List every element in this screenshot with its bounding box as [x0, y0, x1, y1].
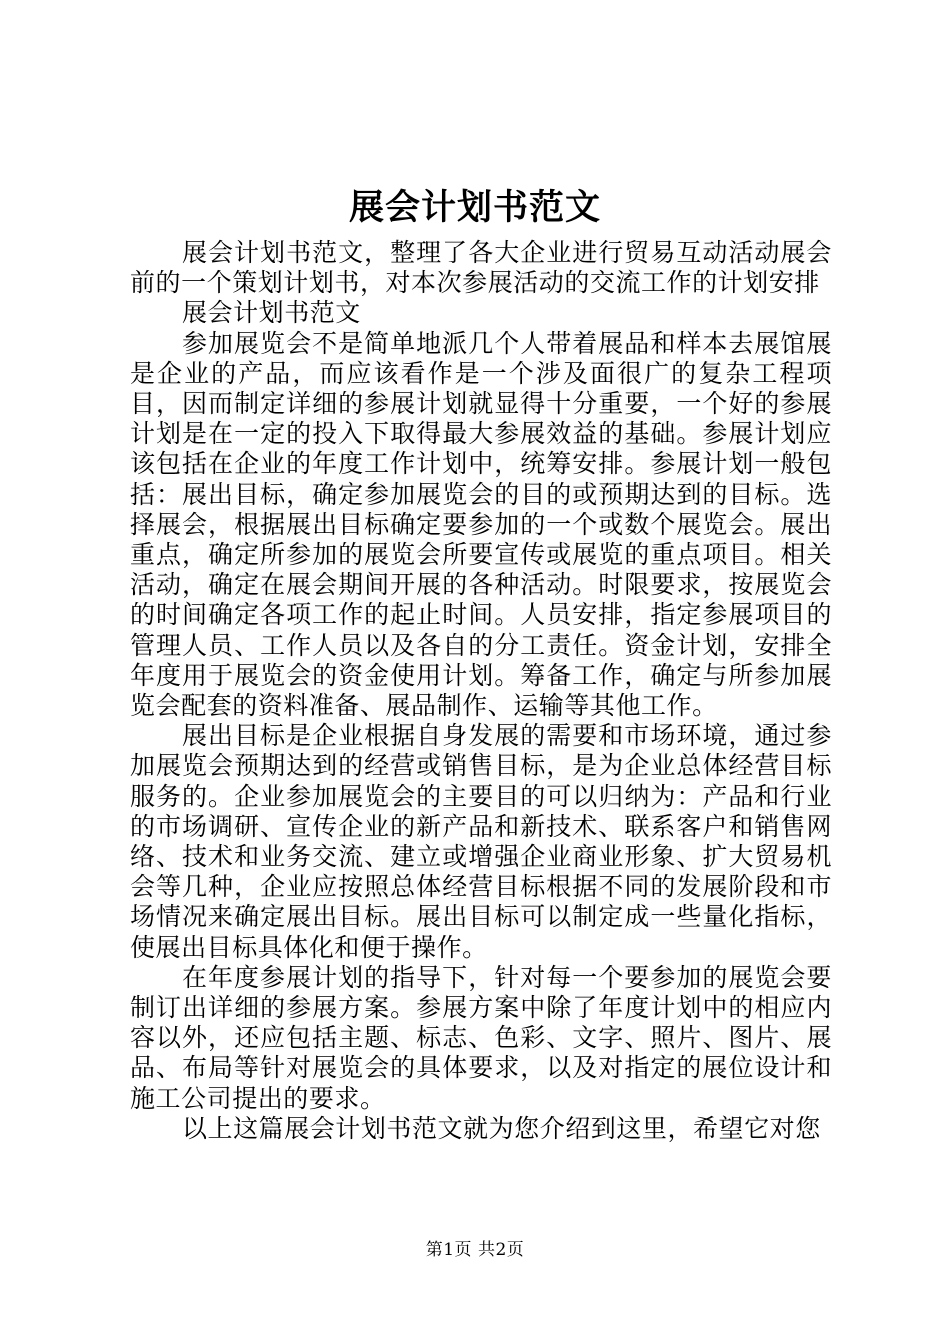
document-body: [130, 238, 832, 1144]
exhibition-scheme-paragraph: 在年度参展计划的指导下，针对每一个要参加的展览会要制订出详细的参展方案。参展方案中除了年度计划中的相应内容以外，还应包括主题、标志、色彩、文字、照片、图片、展品、布局等针对展览会的具体要求，以及对指定的展位设计和施工公司提出的要求。: [130, 962, 832, 1113]
closing-paragraph: 以上这篇展会计划书范文就为您介绍到这里，希望它对您: [182, 1113, 821, 1143]
intro-paragraph: 展会计划书范文，整理了各大企业进行贸易互动活动展会前的一个策划计划书，对本次参展活动的交流工作的计划安排: [130, 238, 832, 298]
subheading-paragraph: 展会计划书范文: [182, 298, 361, 328]
exhibition-goal-paragraph: 展出目标是企业根据自身发展的需要和市场环境，通过参加展览会预期达到的经营或销售目标，是为企业总体经营目标服务的。企业参加展览会的主要目的可以归纳为：产品和行业的市场调研、宣传企业的新产品和新技术、联系客户和销售网络、技术和业务交流、建立或增强企业商业形象、扩大贸易机会等几种，企业应按照总体经营目标根据不同的发展阶段和市场情况来确定展出目标。展出目标可以制定成一些量化指标，使展出目标具体化和便于操作。: [130, 721, 832, 962]
exhibition-plan-paragraph: 参加展览会不是简单地派几个人带着展品和样本去展馆展是企业的产品，而应该看作是一个涉及面很广的复杂工程项目，因而制定详细的参展计划就显得十分重要，一个好的参展计划是在一定的投入下取得最大参展效益的基础。参展计划应该包括在企业的年度工作计划中，统筹安排。参展计划一般包括：展出目标，确定参加展览会的目的或预期达到的目标。选择展会，根据展出目标确定要参加的一个或数个展览会。展出重点，确定所参加的展览会所要宣传或展览的重点项目。相关活动，确定在展会期间开展的各种活动。时限要求，按展览会的时间确定各项工作的起止时间。人员安排，指定参展项目的管理人员、工作人员以及各自的分工责任。资金计划，安排全年度用于展览会的资金使用计划。筹备工作，确定与所参加展览会配套的资料准备、展品制作、运输等其他工作。: [130, 328, 832, 721]
page-footer: 第1页 共2页: [425, 1240, 525, 1260]
document-title: 展会计划书范文: [348, 187, 601, 228]
